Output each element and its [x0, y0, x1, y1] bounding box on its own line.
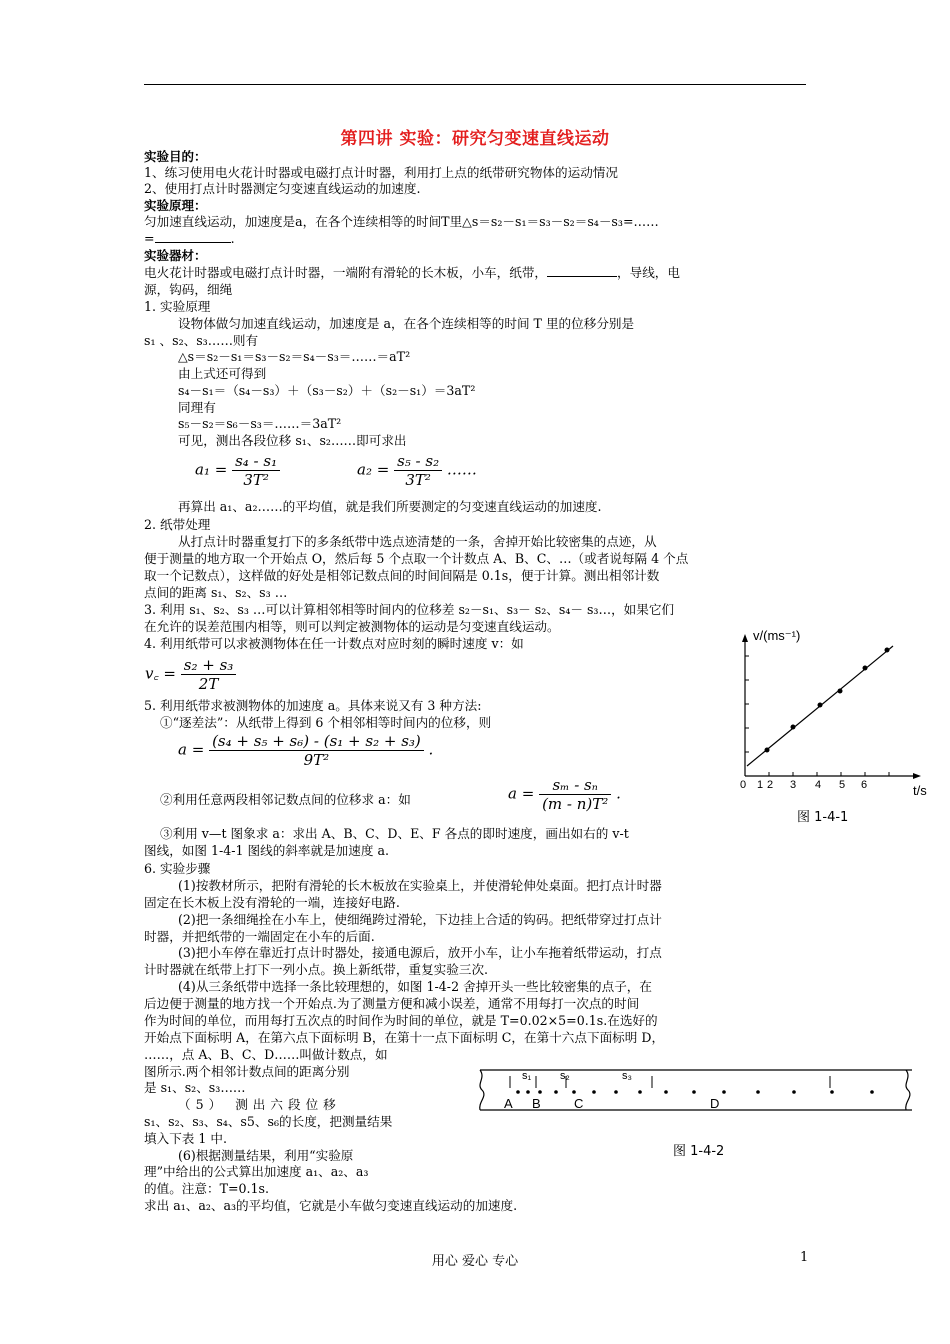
equipment-text-2: ，导线，电: [617, 265, 680, 280]
vt-point: [791, 725, 796, 730]
formula-vc-num: s₂ + s₃: [181, 656, 237, 675]
principle-line-2: [144, 230, 235, 247]
label-s1: s₁: [522, 1070, 532, 1082]
section-2-line-b: 便于测量的地方取一个开始点 O，然后每 5 个点取一个计数点 A、B、C、…（或者说每隔 4 个点: [144, 551, 689, 566]
page-number: 1: [800, 1250, 809, 1265]
formula-a-diff-frac: [209, 732, 424, 769]
figure-1-4-2: [476, 1062, 916, 1118]
vt-point: [863, 666, 868, 671]
section-1-line-e: s₄－s₁＝（s₄－s₃）＋（s₃－s₂）＋（s₂－s₁）＝3aT²: [178, 383, 476, 398]
label-B: B: [532, 1096, 541, 1111]
label-A: A: [504, 1096, 513, 1111]
label-C: C: [574, 1096, 584, 1111]
x-tick-labels: [740, 779, 867, 791]
section-1-line-c: △s＝s₂－s₁＝s₃－s₂＝s₄－s₃＝……＝aT²: [178, 349, 411, 364]
step-3a: (3)把小车停在靠近打点计时器处，接通电源后，放开小车，让小车拖着纸带运动，打点: [178, 945, 662, 960]
step-6b: 理”中给出的公式算出加速度 a₁、a₂、a₃: [144, 1164, 369, 1179]
formula-a2-frac: [394, 452, 442, 489]
section-2-line-d: 点间的距离 s₁、s₂、s₃ …: [144, 585, 288, 600]
section-1-line-f: 同理有: [178, 400, 216, 415]
label-D: D: [710, 1096, 720, 1111]
step-2a: (2)把一条细绳拴在小车上，使细绳跨过滑轮，下边挂上合适的钩码。把纸带穿过打点计: [178, 912, 662, 927]
tape-right-tear: [906, 1070, 910, 1110]
section-1-line-a: 设物体做匀加速直线运动，加速度是 a，在各个连续相等的时间 T 里的位移分别是: [178, 316, 635, 331]
formula-a-mn-num: sₘ - sₙ: [539, 776, 611, 795]
formula-a-mn: [508, 776, 621, 813]
formula-vc: [145, 656, 236, 693]
step-2b: 时器，并把纸带的一端固定在小车的后面.: [144, 929, 375, 944]
step-4a: (4)从三条纸带中选择一条比较理想的，如图 1-4-2 舍掉开头一些比较密集的点子，在: [178, 979, 652, 994]
section-2-heading: 2. 纸带处理: [144, 517, 211, 532]
principle-heading: 实验原理：: [144, 198, 207, 213]
equipment-line-2: 源，钩码，细绳: [144, 282, 233, 297]
x-axis-label: t/s: [913, 783, 927, 798]
step-3b: 计时器就在纸带上打下一列小点。换上新纸带，重复实验三次.: [144, 962, 489, 977]
formula-a-diff-num: (s₄ + s₅ + s₆) - (s₁ + s₂ + s₃): [209, 732, 424, 751]
y-axis-label: v/(ms⁻¹): [753, 628, 801, 643]
formula-a2-den: 3T²: [405, 471, 431, 489]
formula-a-mn-lhs: a =: [508, 784, 535, 803]
formula-a2-num: s₅ - s₂: [394, 452, 442, 471]
page-footer: 用心 爱心 专心: [431, 1254, 519, 1269]
formula-a1-den: 3T²: [243, 471, 269, 489]
step-4g: 是 s₁、s₂、s₃……: [144, 1080, 246, 1095]
tick-label: 1: [757, 779, 764, 791]
formula-a-mn-frac: [539, 776, 611, 813]
section-3-line-a: 3. 利用 s₁、s₂、s₃ …可以计算相邻相等时间内的位移差 s₂－s₁、s₃－ s₂、s₄－ s₃…，如果它们: [144, 602, 675, 617]
tick-label: 6: [861, 779, 868, 791]
tape-point-labels: [504, 1096, 719, 1111]
tape-dots: [516, 1090, 874, 1094]
step-4c: 作为时间的单位，而用每打五次点的时间作为时间的单位，就是 T=0.02×5=0.1s.在选好的: [144, 1013, 658, 1028]
equipment-heading: 实验器材：: [144, 248, 207, 263]
section-1-line-g: s₅－s₂＝s₆－s₃＝……＝3aT²: [178, 416, 342, 431]
figure-1-4-1-caption: 图 1-4-1: [797, 810, 849, 825]
formula-a-mn-den: (m - n)T²: [542, 795, 609, 813]
section-5-method-2: ②利用任意两段相邻记数点间的位移求 a：如: [160, 792, 411, 807]
equipment-line-1: [144, 264, 680, 281]
formula-a1-lhs: a₁ =: [195, 460, 228, 479]
step-4f: 图所示.两个相邻计数点间的距离分别: [144, 1064, 350, 1079]
principle-line-1: 匀加速直线运动，加速度是a，在各个连续相等的时间T里△s＝s₂－s₁＝s₃－s₂＝s₄－s₃=……: [144, 214, 659, 229]
purpose-line-1: 1、练习使用电火花计时器或电磁打点计时器，利用打上点的纸带研究物体的运动情况: [144, 165, 618, 180]
formula-a-diff: [178, 732, 433, 769]
section-5-method-1: ①“逐差法”：从纸带上得到 6 个相邻相等时间内的位移，则: [160, 715, 492, 730]
fill-blank: [155, 230, 231, 243]
y-axis-arrow: [742, 634, 748, 642]
header-rule: [144, 84, 806, 85]
step-6c: 的值。注意：T=0.1s.: [144, 1181, 270, 1196]
step-4e: ……，点 A、B、C、D……叫做计数点，如: [144, 1047, 388, 1062]
label-s2: s₂: [560, 1070, 570, 1082]
formula-a2-lhs: a₂ =: [357, 460, 390, 479]
figure-1-4-2-caption: 图 1-4-2: [673, 1144, 725, 1159]
formula-a1-num: s₄ - s₁: [232, 452, 280, 471]
formula-a1: [195, 452, 280, 489]
section-5-heading: 5. 利用纸带求被测物体的加速度 a。具体来说又有 3 种方法:: [144, 698, 482, 713]
purpose-line-2: 2、使用打点计时器测定匀变速直线运动的加速度.: [144, 181, 421, 196]
page-title: 第四讲 实验：研究匀变速直线运动: [340, 129, 610, 149]
step-1a: (1)按教材所示，把附有滑轮的长木板放在实验桌上，并使滑轮伸处桌面。把打点计时器: [178, 878, 662, 893]
step-6a: (6)根据测量结果，利用“实验原: [178, 1148, 354, 1163]
formula-vc-lhs: v꜀ =: [145, 664, 177, 683]
tick-label: 2: [767, 779, 774, 791]
tape-segment-labels: [522, 1070, 632, 1082]
section-5-method-3a: ③利用 v—t 图象求 a：求出 A、B、C、D、E、F 各点的即时速度，画出如右的 v-t: [160, 826, 629, 841]
equipment-blank: [547, 264, 617, 277]
formula-a-mn-tail: .: [616, 784, 621, 803]
tape-left-tear: [480, 1070, 484, 1110]
step-4d: 开始点下面标明 A，在第六点下面标明 B，在第十一点下面标明 C，在第十六点下面标明 D，: [144, 1030, 665, 1045]
section-6-heading: 6. 实验步骤: [144, 861, 211, 876]
equipment-text: 电火花计时器或电磁打点计时器，一端附有滑轮的长木板，小车，纸带，: [144, 265, 547, 280]
step-7: 求出 a₁、a₂、a₃的平均值，它就是小车做匀变速直线运动的加速度.: [144, 1198, 518, 1213]
section-2-line-c: 取一个记数点），这样做的好处是相邻记数点间的时间间隔是 0.1s，便于计算。测出相邻计数: [144, 568, 660, 583]
count-point-markers: [510, 1076, 830, 1088]
section-1-line-i: 再算出 a₁、a₂……的平均值，就是我们所要测定的匀变速直线运动的加速度.: [178, 499, 602, 514]
vt-point: [885, 648, 890, 653]
formula-vc-frac: [181, 656, 237, 693]
step-4b: 后边便于测量的地方找一个开始点.为了测量方便和减小误差，通常不用每打一次点的时间: [144, 996, 640, 1011]
section-2-line-a: 从打点计时器重复打下的多条纸带中选点迹清楚的一条，舍掉开始比较密集的点迹，从: [178, 534, 657, 549]
formula-a-diff-den: 9T²: [303, 751, 330, 769]
figure-1-4-1: [735, 628, 945, 803]
formula-a-diff-lhs: a =: [178, 740, 205, 759]
vt-point: [818, 703, 823, 708]
tick-label: 5: [839, 779, 846, 791]
section-1-line-b: s₁ 、s₂、s₃……则有: [144, 333, 259, 348]
formula-a-diff-tail: .: [428, 740, 434, 759]
purpose-heading: 实验目的：: [144, 149, 207, 164]
formula-vc-den: 2T: [198, 675, 219, 693]
section-1-line-d: 由上式还可得到: [178, 366, 267, 381]
tick-label: 3: [790, 779, 797, 791]
principle-eq: =: [144, 231, 155, 246]
formula-a2: [357, 452, 477, 489]
step-1b: 固定在长木板上没有滑轮的一端，连接好电路.: [144, 895, 400, 910]
vt-point: [765, 748, 770, 753]
section-1-line-h: 可见，测出各段位移 s₁、s₂……即可求出: [178, 433, 407, 448]
principle-end: .: [230, 231, 235, 246]
section-1-heading: 1. 实验原理: [144, 299, 211, 314]
formula-a1-frac: [232, 452, 280, 489]
step-5c: 填入下表 1 中.: [144, 1131, 227, 1146]
step-5a: （5） 测出六段位移: [178, 1097, 341, 1112]
formula-a2-tail: ……: [446, 460, 477, 479]
step-5b: s₁、s₂、s₃、s₄、s5、s₆的长度，把测量结果: [144, 1114, 393, 1129]
section-4-line: 4. 利用纸带可以求被测物体在任一计数点对应时刻的瞬时速度 v：如: [144, 636, 524, 651]
vt-point: [838, 689, 843, 694]
tick-label: 0: [740, 779, 747, 791]
tick-label: 4: [815, 779, 822, 791]
x-axis-arrow: [913, 773, 921, 779]
section-5-method-3b: 图线，如图 1-4-1 图线的斜率就是加速度 a.: [144, 843, 389, 858]
section-3-line-b: 在允许的误差范围内相等，则可以判定被测物体的运动是匀变速直线运动。: [144, 619, 560, 634]
label-s3: s₃: [622, 1070, 632, 1082]
